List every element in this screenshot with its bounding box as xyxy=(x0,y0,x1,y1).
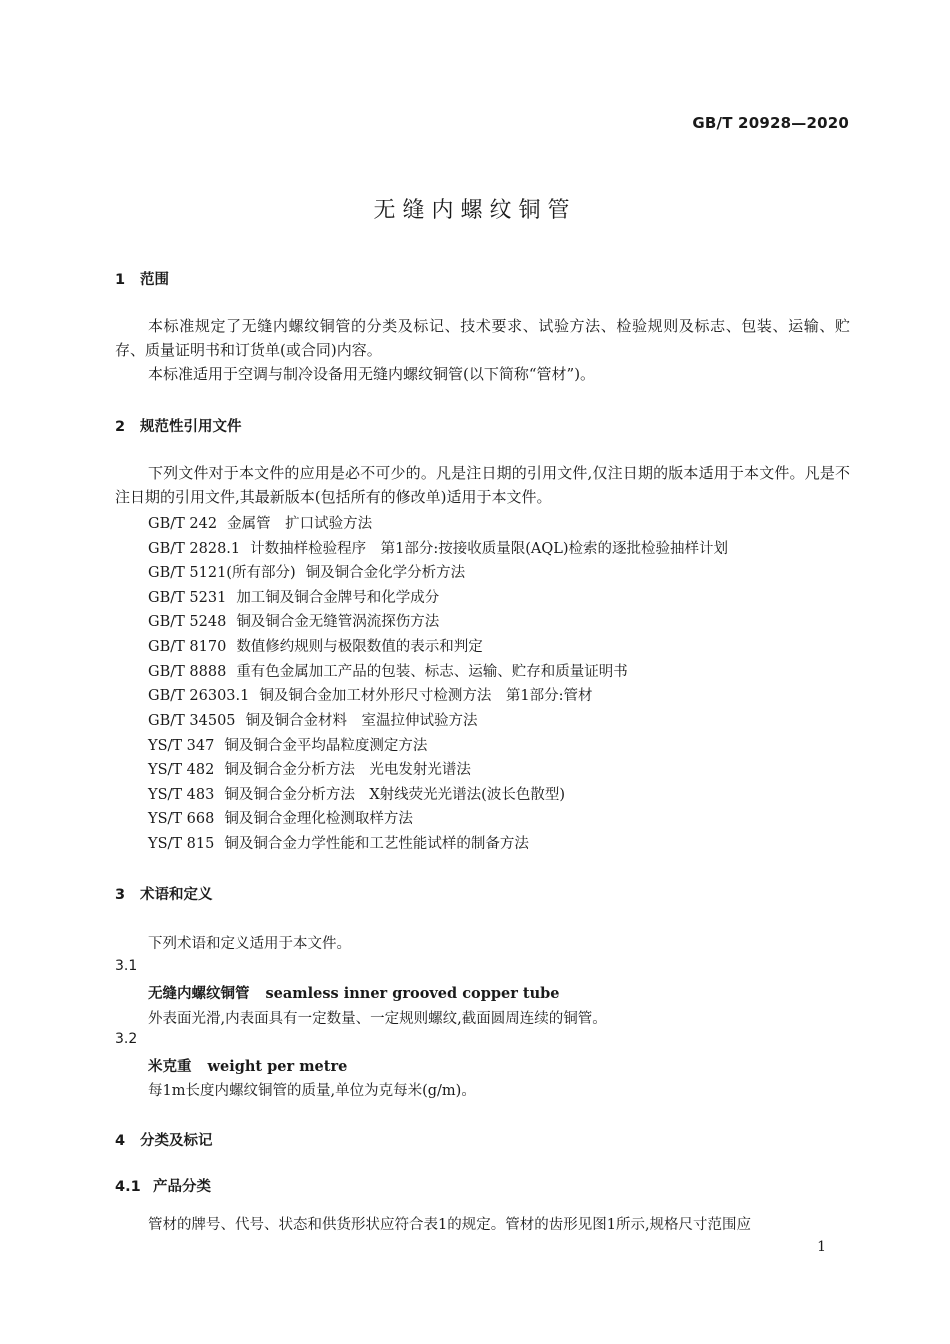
page-number: 1 xyxy=(817,1239,826,1255)
subsection-title: 产品分类 xyxy=(153,1179,211,1195)
reference-code: YS/T 482 xyxy=(148,762,215,778)
section-number: 1 xyxy=(115,272,126,288)
reference-title: 铜及铜合金加工材外形尺寸检测方法 第1部分:管材 xyxy=(259,688,593,704)
reference-code: YS/T 347 xyxy=(148,738,215,754)
section-3-heading xyxy=(115,883,213,904)
reference-code: GB/T 5248 xyxy=(148,614,227,630)
reference-title: 铜及铜合金材料 室温拉伸试验方法 xyxy=(245,713,478,729)
reference-title: 铜及铜合金化学分析方法 xyxy=(305,565,466,581)
reference-code: GB/T 26303.1 xyxy=(148,688,250,704)
term-chinese: 无缝内螺纹铜管 xyxy=(148,986,250,1002)
document-title: 无缝内螺纹铜管 xyxy=(373,198,577,223)
reference-code: YS/T 668 xyxy=(148,811,215,827)
term-chinese: 米克重 xyxy=(148,1059,192,1075)
reference-code: GB/T 34505 xyxy=(148,713,236,729)
reference-code: GB/T 2828.1 xyxy=(148,541,241,557)
reference-item xyxy=(148,561,465,582)
reference-title: 加工铜及铜合金牌号和化学成分 xyxy=(236,590,440,606)
reference-item xyxy=(148,709,478,730)
reference-title: 铜及铜合金无缝管涡流探伤方法 xyxy=(236,614,440,630)
reference-title: 铜及铜合金力学性能和工艺性能试样的制备方法 xyxy=(224,836,529,852)
reference-title: 铜及铜合金理化检测取样方法 xyxy=(224,811,413,827)
section-1-paragraph-1: 本标准规定了无缝内螺纹铜管的分类及标记、技术要求、试验方法、检验规则及标志、包装、运输、贮存、质量证明书和订货单(或合同)内容。 xyxy=(115,317,850,359)
reference-item xyxy=(148,758,471,779)
section-title: 规范性引用文件 xyxy=(140,419,242,435)
section-title: 术语和定义 xyxy=(140,887,213,903)
reference-item xyxy=(148,586,439,607)
section-1-paragraph-2: 本标准适用于空调与制冷设备用无缝内螺纹铜管(以下简称“管材”)。 xyxy=(148,365,596,383)
reference-title: 铜及铜合金平均晶粒度测定方法 xyxy=(224,738,428,754)
reference-title: 铜及铜合金分析方法 X射线荧光光谱法(波长色散型) xyxy=(224,787,565,803)
reference-item xyxy=(148,807,413,828)
term-definition: 每1m长度内螺纹铜管的质量,单位为克每米(g/m)。 xyxy=(148,1083,476,1099)
term-number: 3.1 xyxy=(115,958,138,974)
section-title: 范围 xyxy=(140,272,169,288)
section-title: 分类及标记 xyxy=(140,1133,213,1149)
reference-code: GB/T 8170 xyxy=(148,639,227,655)
term-number: 3.2 xyxy=(115,1031,138,1047)
subsection-number: 4.1 xyxy=(115,1179,141,1195)
reference-code: GB/T 8888 xyxy=(148,664,227,680)
reference-code: GB/T 5231 xyxy=(148,590,227,606)
term-english: seamless inner grooved copper tube xyxy=(265,985,560,1002)
section-2-intro: 下列文件对于本文件的应用是必不可少的。凡是注日期的引用文件,仅注日期的版本适用于本文件。凡是不注日期的引用文件,其最新版本(包括所有的修改单)适用于本文件。 xyxy=(115,464,850,506)
term-english: weight per metre xyxy=(207,1058,348,1075)
reference-item xyxy=(148,635,483,656)
term-heading xyxy=(148,1055,347,1076)
reference-title: 计数抽样检验程序 第1部分:按接收质量限(AQL)检索的逐批检验抽样计划 xyxy=(250,541,729,557)
reference-item xyxy=(148,537,728,558)
reference-item xyxy=(148,512,372,533)
section-1-heading xyxy=(115,268,169,289)
section-number: 4 xyxy=(115,1133,126,1149)
term-heading xyxy=(148,982,560,1003)
section-3-intro: 下列术语和定义适用于本文件。 xyxy=(148,936,351,952)
term-definition: 外表面光滑,内表面具有一定数量、一定规则螺纹,截面圆周连续的铜管。 xyxy=(148,1011,607,1027)
reference-item xyxy=(148,832,529,853)
reference-title: 金属管 扩口试验方法 xyxy=(227,516,373,532)
reference-title: 铜及铜合金分析方法 光电发射光谱法 xyxy=(224,762,471,778)
reference-item xyxy=(148,610,439,631)
section-4-heading xyxy=(115,1129,213,1150)
section-2-heading xyxy=(115,415,242,436)
subsection-4-1-heading xyxy=(115,1175,211,1196)
reference-code: YS/T 815 xyxy=(148,836,215,852)
reference-item xyxy=(148,734,427,755)
reference-code: GB/T 5121(所有部分) xyxy=(148,565,296,581)
reference-item xyxy=(148,783,565,804)
section-number: 2 xyxy=(115,419,126,435)
reference-title: 重有色金属加工产品的包装、标志、运输、贮存和质量证明书 xyxy=(236,664,628,680)
reference-title: 数值修约规则与极限数值的表示和判定 xyxy=(236,639,483,655)
section-number: 3 xyxy=(115,887,126,903)
reference-code: YS/T 483 xyxy=(148,787,215,803)
reference-item xyxy=(148,684,592,705)
reference-code: GB/T 242 xyxy=(148,516,218,532)
subsection-4-1-paragraph: 管材的牌号、代号、状态和供货形状应符合表1的规定。管材的齿形见图1所示,规格尺寸范围应 xyxy=(148,1217,752,1233)
standard-code: GB/T 20928—2020 xyxy=(692,114,849,132)
reference-item xyxy=(148,660,628,681)
